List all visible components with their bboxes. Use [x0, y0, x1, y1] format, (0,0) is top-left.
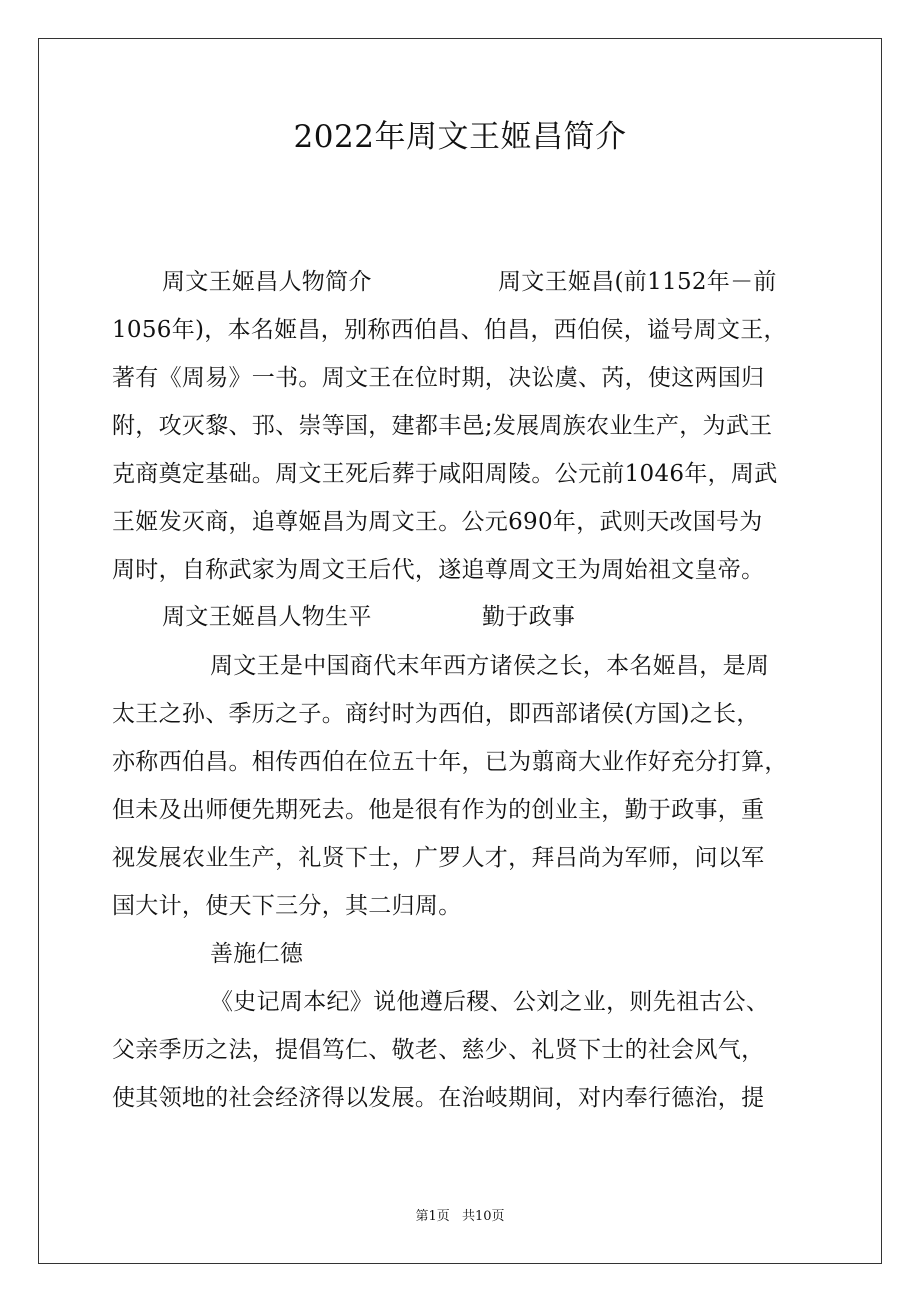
page-number: 第1页: [415, 1209, 450, 1224]
text-segment: 父亲季历之法，提倡笃仁、敬老、慈少、礼贤下士的社会风气，: [112, 1037, 765, 1063]
page-footer: [0, 1207, 920, 1227]
text-segment: 视发展农业生产，礼贤下士，广罗人才，拜吕尚为军师，问以军: [112, 845, 765, 871]
text-segment: 著有《周易》一书。周文王在位时期，决讼虞、芮，使这两国归: [112, 365, 765, 391]
section-heading: 周文王姬昌人物生平: [162, 604, 372, 630]
text-segment: 附，攻灭黎、邘、崇等国，建都丰邑;发展周族农业生产，为武王: [112, 413, 773, 439]
text-segment: 亦称西伯昌。相传西伯在位五十年，已为翦商大业作好充分打算，: [112, 749, 788, 775]
section-heading: 周文王姬昌人物简介: [162, 269, 372, 295]
page-total: 共10页: [461, 1209, 505, 1224]
subsection-heading: 勤于政事: [482, 604, 576, 630]
text-segment: 《史记周本纪》说他遵后稷、公刘之业，则先祖古公、: [210, 989, 770, 1015]
text-segment: 王姬发灭商，追尊姬昌为周文王。公元690年，武则天改国号为: [112, 509, 763, 535]
text-segment: 国大计，使天下三分，其二归周。: [112, 893, 462, 919]
document-title: 2022年周文王姬昌简介: [293, 119, 627, 155]
text-segment: 周时，自称武家为周文王后代，遂追尊周文王为周始祖文皇帝。: [112, 557, 765, 583]
text-segment: 1056年)，本名姬昌，别称西伯昌、伯昌，西伯侯，谥号周文王，: [112, 317, 787, 343]
text-segment: 但未及出师便先期死去。他是很有作为的创业主，勤于政事，重: [112, 797, 765, 823]
text-segment: 克商奠定基础。周文王死后葬于咸阳周陵。公元前1046年，周武: [112, 461, 778, 487]
text-segment: 周文王是中国商代末年西方诸侯之长，本名姬昌，是周: [210, 653, 770, 679]
text-segment: 使其领地的社会经济得以发展。在治岐期间，对内奉行德治，提: [112, 1085, 765, 1111]
text-segment: 周文王姬昌(前1152年－前: [498, 269, 777, 295]
text-segment: 太王之孙、季历之子。商纣时为西伯，即西部诸侯(方国)之长，: [112, 701, 760, 727]
subsection-heading: 善施仁德: [210, 941, 304, 967]
